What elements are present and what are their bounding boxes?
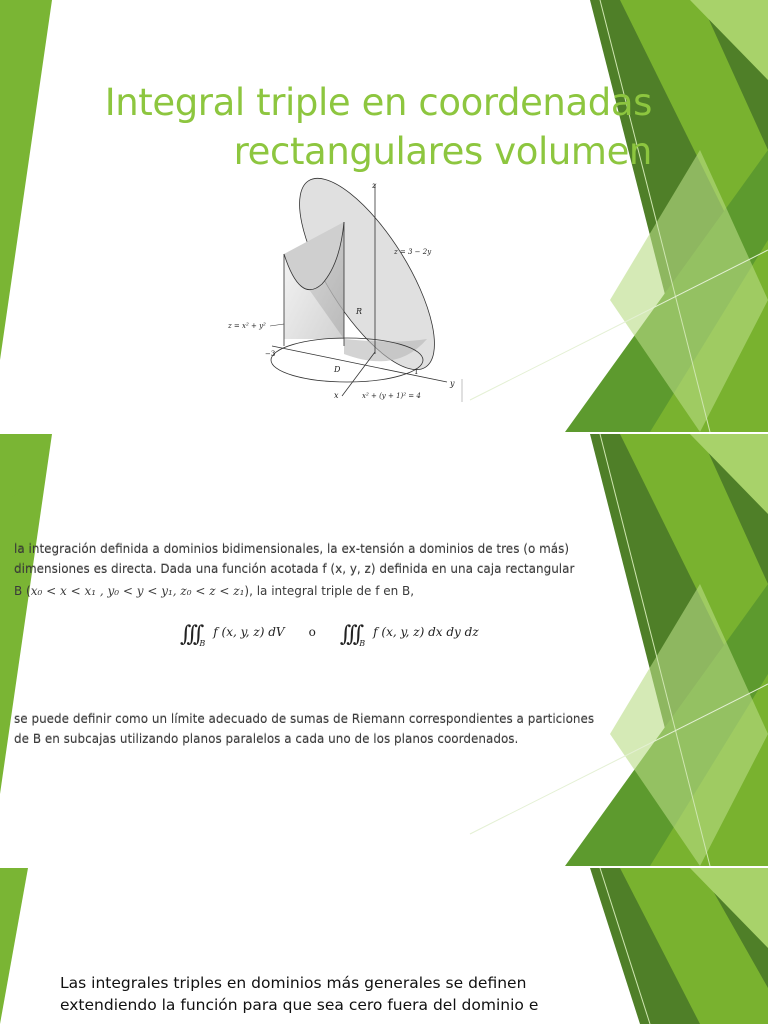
intro-line-1: la integración definida a dominios bidimensionales, la ex-tensión a dominios de tres (o más) [14, 542, 570, 556]
paraboloid-equation-label: z = x² + y² [228, 322, 266, 330]
triple-integral-formula [180, 622, 479, 648]
bullet-arrow-icon [12, 489, 18, 497]
paragraph-riemann [14, 709, 639, 749]
y-axis-label: y [450, 379, 455, 388]
general-line-1: Las integrales triples en dominios más generales se definen [60, 974, 527, 992]
region-d-label: D [334, 365, 341, 374]
z-axis-label: z [372, 181, 377, 190]
x-axis-label: x [334, 391, 339, 400]
green-decoration [0, 434, 768, 866]
box-prefix: B ( [14, 584, 31, 598]
tick-minus-3: −3 [265, 350, 276, 358]
triple-integral-figure [222, 174, 472, 406]
riemann-line-2: de B en subcajas utilizando planos paralelos a cada uno de los planos coordenados. [14, 732, 519, 746]
box-definition-line [14, 584, 414, 598]
integral-subscript-left: B [199, 639, 206, 648]
general-domains-text [60, 972, 700, 1016]
formula-or: o [308, 625, 316, 639]
box-suffix: ), la integral triple de f en B, [244, 584, 415, 598]
slide-2 [0, 434, 768, 866]
plane-equation-label: z = 3 − 2y [394, 248, 432, 256]
formula-right: f (x, y, z) dx dy dz [373, 625, 479, 639]
intro-line-2: dimensiones es directa. Dada una función acotada f (x, y, z) definida en una caja rectangular [14, 562, 575, 576]
triple-integral-sign-right: ∫∫∫ [339, 622, 360, 647]
disk-equation-label: x² + (y + 1)² = 4 [362, 392, 421, 400]
triple-integral-sign-left: ∫∫∫ [180, 622, 200, 647]
paragraph-intro [14, 539, 634, 579]
slide-title: Integral triple en coordenadas rectangulares volumen [104, 81, 652, 173]
tick-1: 1 [414, 368, 419, 376]
slide-1 [0, 0, 768, 432]
riemann-line-1: se puede definir como un límite adecuado de sumas de Riemann correspondientes a particiones [14, 712, 595, 726]
formula-left: f (x, y, z) dV [213, 625, 285, 639]
region-r-label: R [356, 307, 363, 316]
box-condition: x₀ < x < x₁ , y₀ < y < y₁, z₀ < z < z₁ [30, 584, 245, 598]
general-line-2: extendiendo la función para que sea cero fuera del dominio e [60, 996, 539, 1014]
slide-3 [0, 868, 768, 1024]
integral-subscript-right: B [359, 639, 366, 648]
